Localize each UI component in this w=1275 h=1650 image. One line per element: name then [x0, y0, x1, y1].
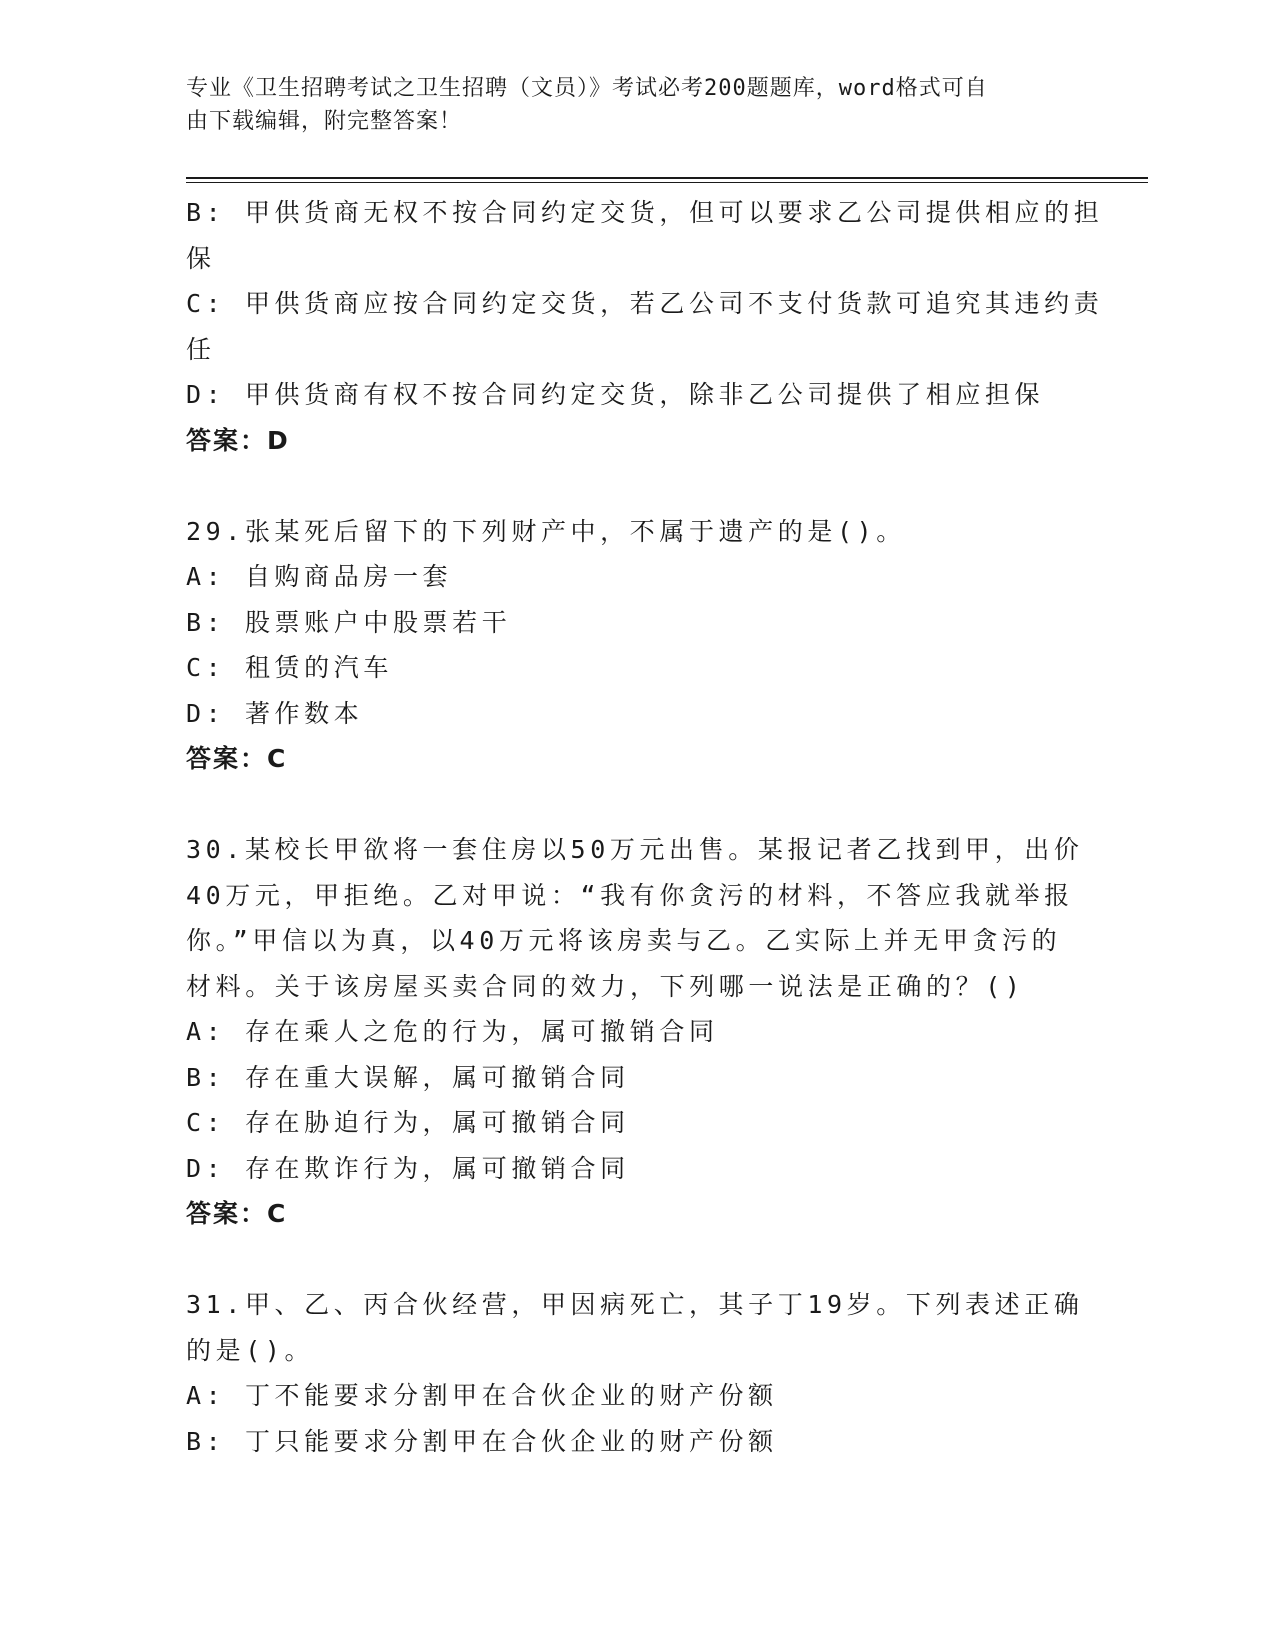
option-a: A: 自购商品房一套 [186, 562, 453, 591]
option-b: B: 丁只能要求分割甲在合伙企业的财产份额 [186, 1426, 778, 1456]
option-b: B: 股票账户中股票若干 [186, 607, 512, 637]
answer: 答案：D [186, 425, 290, 455]
header-divider-thin [186, 182, 1148, 183]
document-header [186, 72, 1066, 138]
spacer [186, 782, 1076, 828]
option-c-line-2: 任 [186, 334, 216, 364]
answer: 答案：C [186, 744, 288, 773]
question-29-block [186, 509, 1076, 782]
question-stem-line-3: 你。”甲信以为真，以40万元将该房卖与乙。乙实际上并无甲贪污的 [186, 926, 1062, 955]
spacer [186, 1237, 1076, 1283]
option-d: D: 甲供货商有权不按合同约定交货，除非乙公司提供了相应担保 [186, 380, 1045, 409]
option-a: A: 丁不能要求分割甲在合伙企业的财产份额 [186, 1381, 778, 1410]
question-stem-line-2: 的是()。 [186, 1335, 315, 1365]
question-stem-line-2: 40万元，甲拒绝。乙对甲说：“我有你贪污的材料，不答应我就举报 [186, 880, 1074, 910]
option-d: D: 存在欺诈行为，属可撤销合同 [186, 1153, 630, 1183]
header-divider-thick [186, 177, 1148, 179]
option-a: A: 存在乘人之危的行为，属可撤销合同 [186, 1017, 719, 1046]
question-content [186, 190, 1104, 1464]
question-stem-line-1: 31.甲、乙、丙合伙经营，甲因病死亡，其子丁19岁。下列表述正确 [186, 1290, 1084, 1319]
question-stem: 29.张某死后留下的下列财产中，不属于遗产的是()。 [186, 516, 906, 546]
question-stem-line-4: 材料。关于该房屋买卖合同的效力，下列哪一说法是正确的？() [186, 971, 1025, 1001]
question-30-block [186, 827, 1084, 1237]
question-stem-line-1: 30.某校长甲欲将一套住房以50万元出售。某报记者乙找到甲，出价 [186, 835, 1084, 864]
option-c: C: 存在胁迫行为，属可撤销合同 [186, 1108, 630, 1137]
header-line-2: 由下载编辑，附完整答案！ [186, 109, 463, 134]
spacer [186, 463, 1076, 509]
option-b: B: 存在重大误解，属可撤销合同 [186, 1062, 630, 1092]
option-b-line-2: 保 [186, 243, 216, 273]
option-b-line-1: B: 甲供货商无权不按合同约定交货，但可以要求乙公司提供相应的担 [186, 198, 1104, 227]
question-31-block [186, 1282, 1084, 1464]
header-line-1: 专业《卫生招聘考试之卫生招聘（文员）》考试必考200题题库，word格式可自 [186, 76, 988, 101]
option-c: C: 租赁的汽车 [186, 653, 393, 682]
answer: 答案：C [186, 1199, 288, 1228]
previous-question-block [186, 190, 1104, 463]
option-c-line-1: C: 甲供货商应按合同约定交货，若乙公司不支付货款可追究其违约责 [186, 289, 1104, 318]
option-d: D: 著作数本 [186, 698, 364, 728]
